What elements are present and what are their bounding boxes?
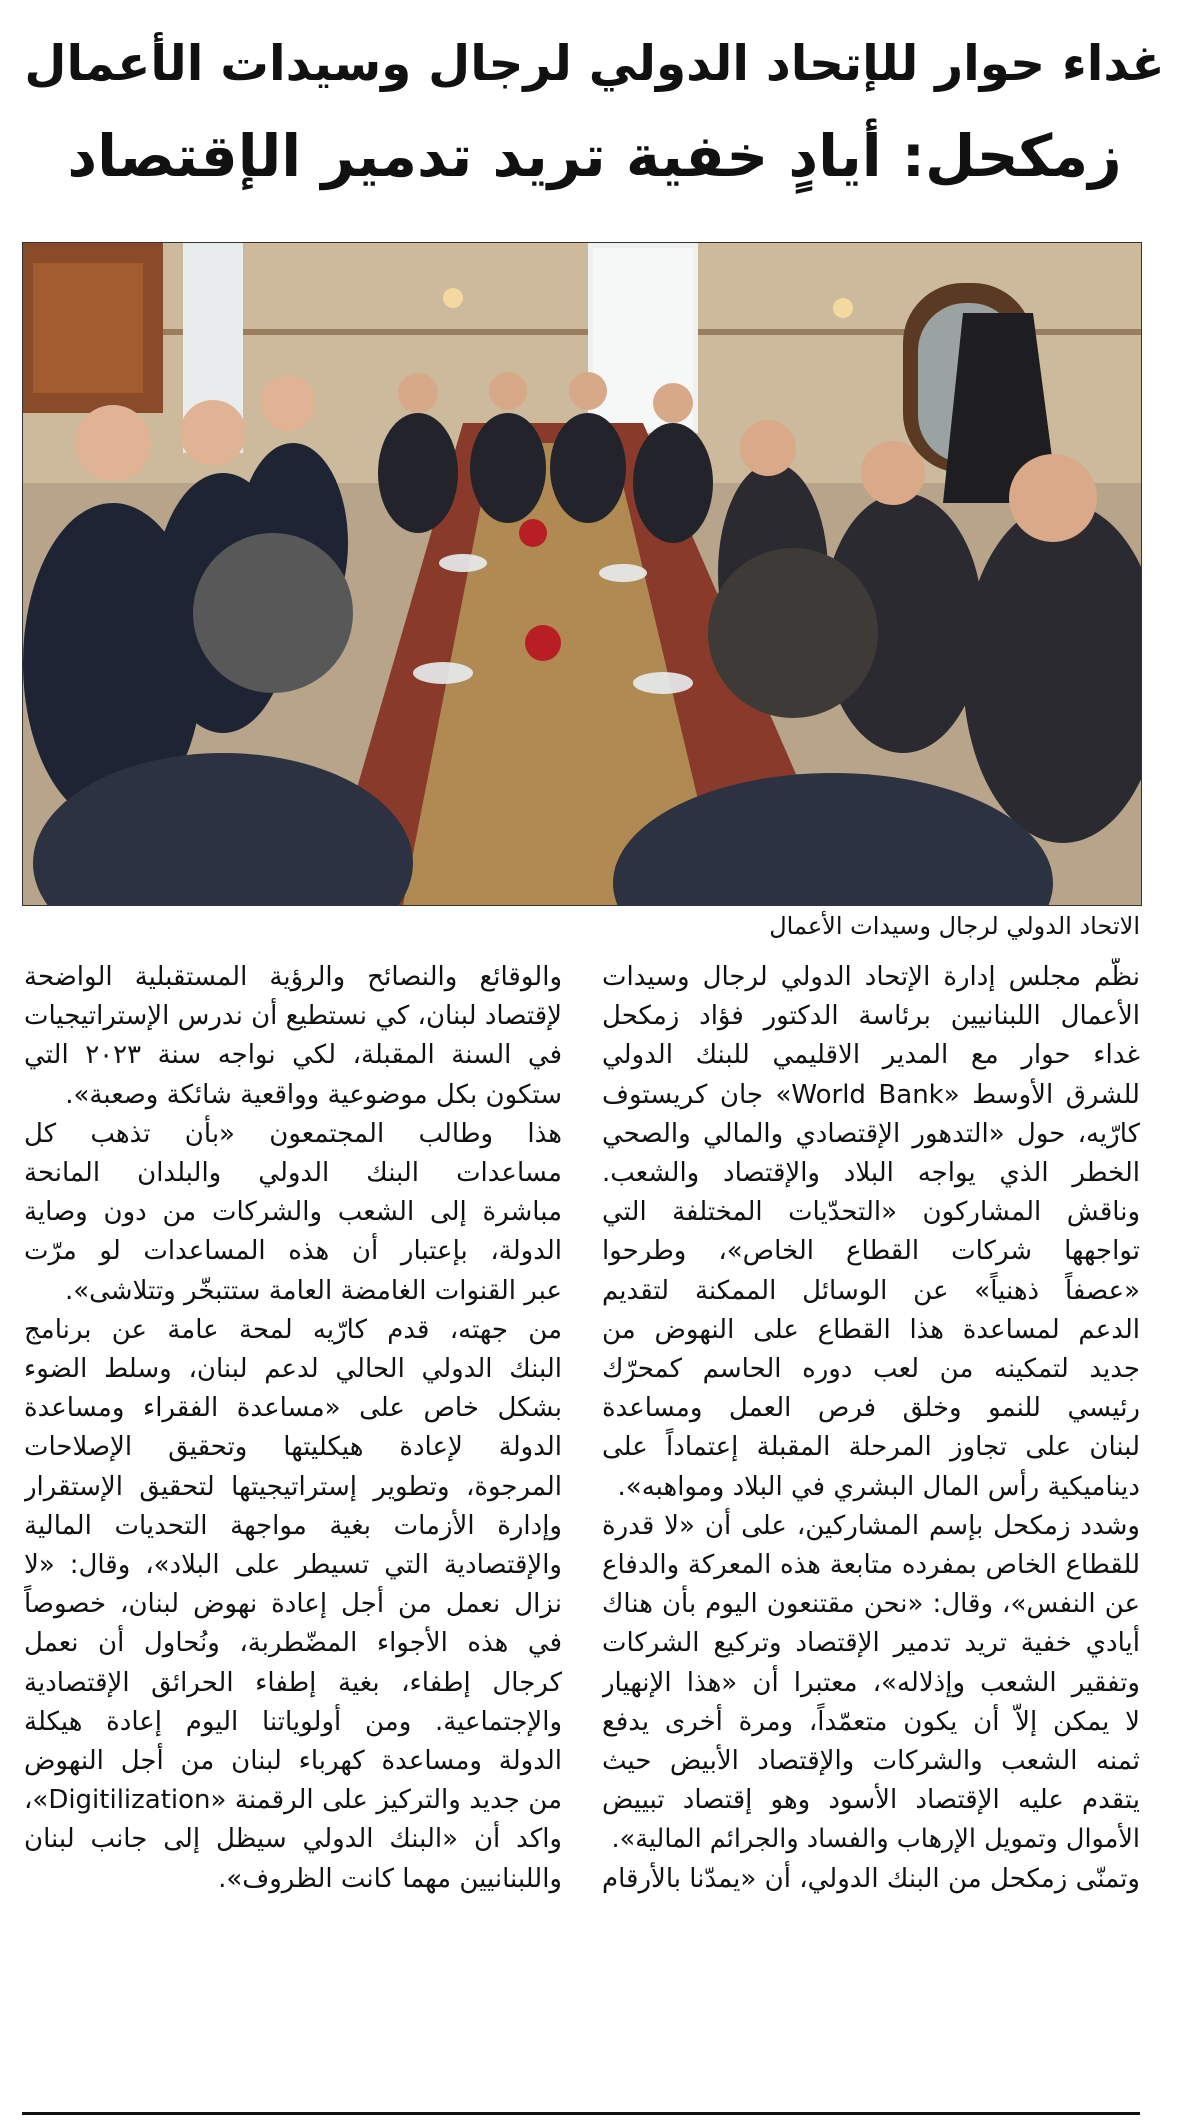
article-line: الأعمال اللبنانيين برئاسة الدكتور فؤاد زمكحل — [602, 1001, 1140, 1032]
article-line: من جهته، قدم كارّيه لمحة عامة عن برنامج — [24, 1314, 562, 1345]
bottom-rule — [22, 2112, 1140, 2115]
article-line: وتمنّى زمكحل من البنك الدولي، أن «يمدّنا بالأرقام — [602, 1863, 1140, 1894]
article-line: المرجوة، وتطوير إستراتيجيتها لتحقيق الإستقرار — [24, 1471, 562, 1502]
article-line: تواجهها شركات القطاع الخاص»، وطرحوا — [602, 1236, 1140, 1267]
article-line: في هذه الأجواء المضّطربة، ونُحاول أن نعمل — [24, 1628, 562, 1659]
article-line: للقطاع الخاص بمفرده متابعة هذه المعركة والدفاع — [602, 1550, 1140, 1581]
article-line: يتقدم عليه الإقتصاد الأسود وهو إقتصاد تبييض — [602, 1785, 1140, 1816]
article-paragraph — [24, 958, 562, 1899]
headline — [20, 18, 1169, 202]
article-line: الدولة ومساعدة كهرباء لبنان من أجل النهوض — [24, 1746, 562, 1777]
headline-line-2: زمكحل: أيادٍ خفية تريد تدمير الإقتصاد — [67, 122, 1122, 190]
article-line: هذا وطالب المجتمعون «بأن تذهب كل — [24, 1118, 562, 1149]
article-line: واللبنانيين مهما كانت الظروف». — [218, 1863, 562, 1894]
article-line: لبنان على تجاوز المرحلة المقبلة إعتماداً على — [602, 1432, 1140, 1463]
article-line: رئيسي للنمو وخلق فرص العمل ومساعدة — [602, 1393, 1140, 1424]
article-line: في السنة المقبلة، لكي نواجه سنة ٢٠٢٣ التي — [24, 1040, 562, 1071]
article-line: وإدارة الأزمات بغية مواجهة التحديات المالية — [24, 1510, 562, 1541]
article-line: عن النفس»، وقال: «نحن مقتنعون اليوم بأن هناك — [602, 1589, 1140, 1620]
article-line: وشدد زمكحل بإسم المشاركين، على أن «لا قدرة — [602, 1510, 1140, 1541]
article-line: الدولة لإعادة هيكليتها وتحقيق الإصلاحات — [24, 1432, 562, 1463]
article-line: وتفقير الشعب وإذلاله»، معتبرا أن «هذا الإنهيار — [602, 1667, 1140, 1698]
article-line: الأموال وتمويل الإرهاب والفساد والجرائم المالية». — [611, 1824, 1140, 1855]
article-line: أيادي خفية تريد تدمير الإقتصاد وتركيع الشركات — [602, 1628, 1140, 1659]
article-column-right — [602, 958, 1140, 1899]
dinner-meeting-photo — [22, 242, 1142, 906]
article-line: البنك الدولي الحالي لدعم لبنان، وسلط الضوء — [24, 1354, 562, 1385]
article-line: كارّيه، حول «التدهور الإقتصادي والمالي والصحي — [602, 1118, 1140, 1149]
article-line: الدعم لمساعدة هذا القطاع على النهوض من — [602, 1314, 1140, 1345]
headline-line-1: غداء حوار للإتحاد الدولي لرجال وسيدات الأعمال — [24, 36, 1165, 92]
article-line: من جديد والتركيز على الرقمنة «Digitilization»، — [24, 1785, 562, 1816]
article-line: مساعدات البنك الدولي والبلدان المانحة — [24, 1158, 562, 1189]
article-line: والوقائع والنصائح والرؤية المستقبلية الواضحة — [24, 962, 562, 992]
article-line: لا يمكن إلاّ أن يكون متعمّداً، ومرة أُخرى يدفع — [602, 1706, 1140, 1737]
article-line: كرجال إطفاء، بغية إطفاء الحرائق الإقتصادية — [24, 1667, 562, 1698]
article-line: الدولة، بإعتبار أن هذه المساعدات لو مرّت — [24, 1236, 562, 1267]
article-paragraph — [602, 958, 1140, 1899]
article-line: «عصفاً ذهنياً» عن الوسائل الممكنة لتقديم — [602, 1275, 1140, 1306]
article-line: وناقش المشاركون «التحدّيات المختلفة التي — [602, 1197, 1140, 1228]
article-line: غداء حوار مع المدير الاقليمي للبنك الدولي — [602, 1040, 1140, 1071]
article-line: عبر القنوات الغامضة العامة ستتبخّر وتتلاشى». — [64, 1275, 562, 1306]
photo-caption: الاتحاد الدولي لرجال وسيدات الأعمال — [769, 912, 1140, 940]
article-line: والإجتماعية. ومن أولوياتنا اليوم إعادة هيكلة — [24, 1706, 562, 1737]
article-line: بشكل خاص على «مساعدة الفقراء ومساعدة — [24, 1393, 562, 1424]
article-line: جديد لتمكينه من لعب دوره الحاسم كمحرّك — [602, 1354, 1140, 1385]
article-line: واكد أن «البنك الدولي سيظل إلى جانب لبنان — [24, 1824, 562, 1855]
article-line: نزال نعمل من أجل إعادة نهوض لبنان، خصوصاً — [24, 1589, 562, 1620]
article-line: نظّم مجلس إدارة الإتحاد الدولي لرجال وسيدات — [602, 962, 1140, 992]
article-line: الخطر الذي يواجه البلاد والإقتصاد والشعب. — [602, 1158, 1140, 1189]
article-line: للشرق الأوسط «World Bank» جان كريستوف — [602, 1079, 1140, 1110]
article-line: مباشرة إلى الشعب والشركات من دون وصاية — [24, 1197, 562, 1228]
article-column-left — [24, 958, 562, 1899]
article-line: والإقتصادية التي تسيطر على البلاد»، وقال: «لا — [24, 1550, 562, 1581]
article-line: ستكون بكل موضوعية وواقعية شائكة وصعبة». — [65, 1079, 562, 1110]
article-line: ثمنه الشعب والشركات والإقتصاد الأبيض حيث — [602, 1746, 1140, 1777]
article-line: ديناميكية رأس المال البشري في البلاد ومواهبه». — [617, 1471, 1140, 1502]
article-line: لإقتصاد لبنان، كي نستطيع أن ندرس الإستراتيجيات — [24, 1001, 562, 1032]
